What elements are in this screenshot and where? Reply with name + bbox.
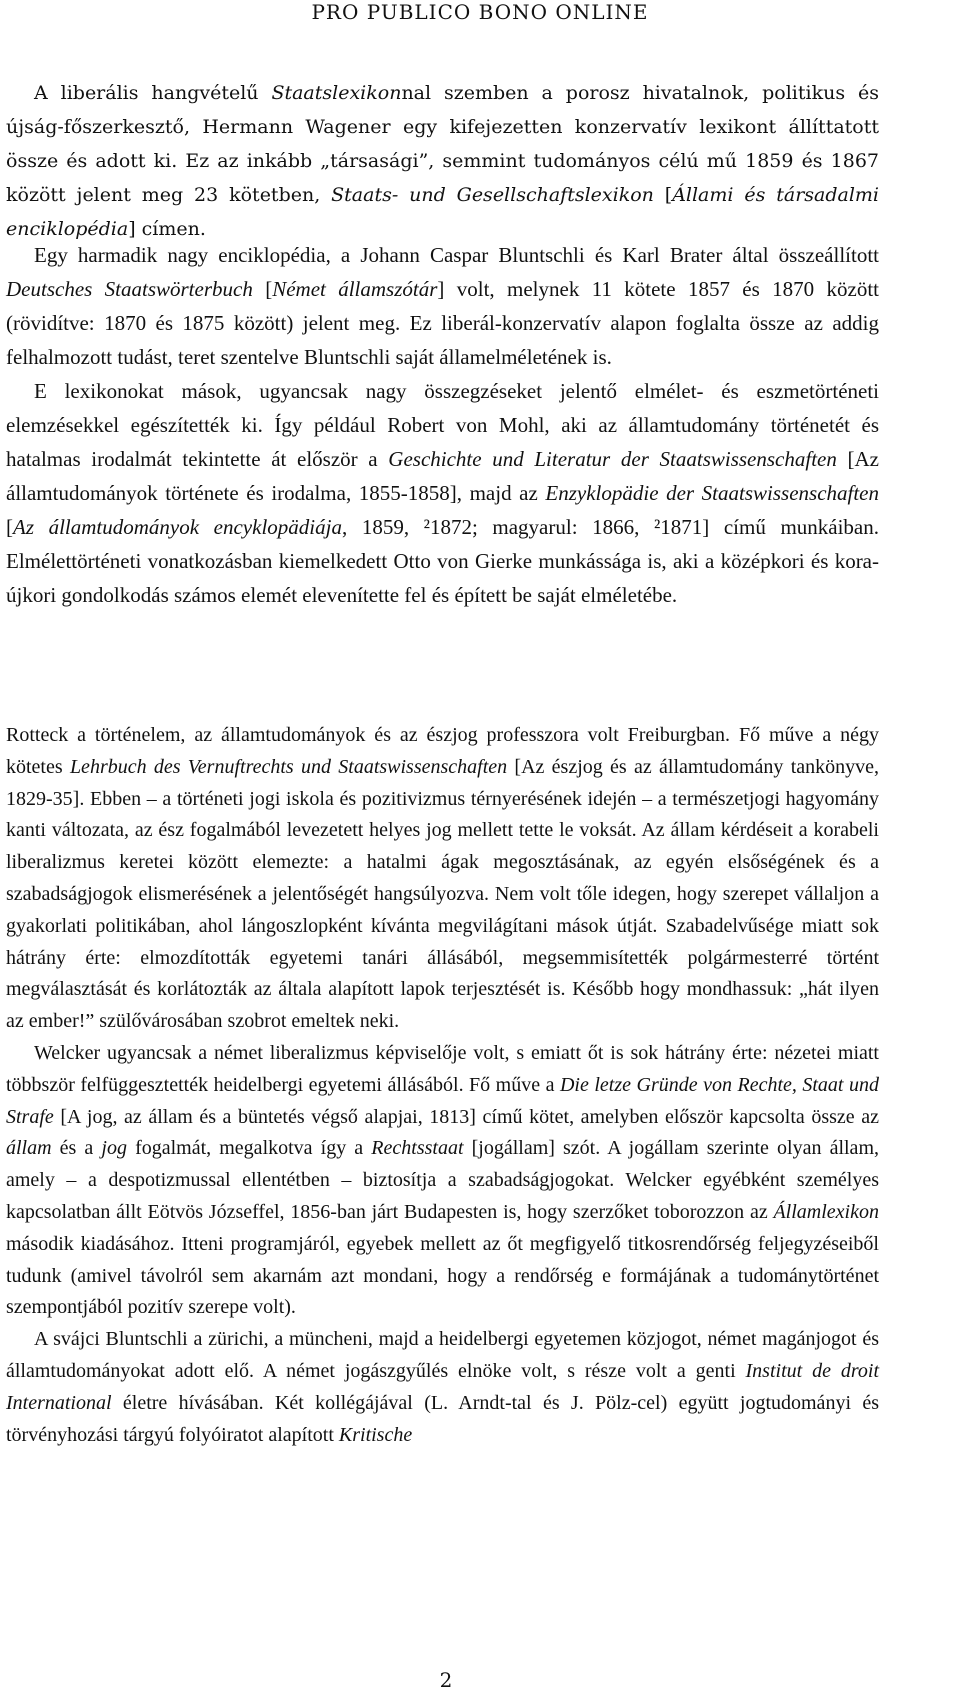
italic-title: Institut de droit International (6, 1359, 879, 1414)
paragraph: Egy harmadik nagy enciklopédia, a Johann Caspar Bluntschli és Karl Brater által összeállított Deutsches Staatswörterbuch [Német államszótár] volt, melynek 11 kötete 1857 és 1870 között (rövidítve: 1870 és 1875 között) jelent meg. Ez liberál-konzervatív alapon foglalta össze az addig felhalmozott tudást, teret szentelve Bluntschli saját államelméletének is. (6, 243, 879, 369)
italic-title: Államlexikon (773, 1200, 879, 1223)
text-block-upper (6, 238, 879, 612)
page-number: 2 (439, 1668, 453, 1692)
paragraph: A svájci Bluntschli a zürichi, a müncheni, majd a heidelbergi egyetemen közjogot, német magánjogot és államtudományokat adott elő. A német jogászgyűlés elnöke volt, s része volt a genti Institut de droit International életre hívásában. Két kollégájával (L. Arndt-tal és J. Pölz-cel) együtt jogtudományi és törvényhozási tárgyú folyóiratot alapított Kritische (6, 1328, 879, 1446)
italic-title: Német államszótár (272, 277, 438, 301)
italic-title: Enzyklopädie der Staatswissenschaften (545, 481, 879, 505)
page-header: PRO PUBLICO BONO ONLINE (311, 0, 649, 24)
italic-title: jog (101, 1137, 127, 1160)
paragraph: Welcker ugyancsak a német liberalizmus képviselője volt, s emiatt őt is sok hátrány érte: nézetei miatt többször felfüggesztették heidelbergi egyetemi állásából. Fő műve a Die letze Gründe von Rechte, Staat und Strafe [A jog, az állam és a büntetés végső alapjai, 1813] című kötet, amelyben először kapcsolta össze az állam és a jog fogalmát, megalkotva így a Rechtsstaat [jogállam] szót. A jogállam szerinte olyan állam, amely – a despotizmussal ellentétben – biztosítja a szabadságjogokat. Welcker egyébként személyes kapcsolatban állt Eötvös Józseffel, 1856-ban járt Budapesten is, hogy szerzőket toborozzon az Államlexikon második kiadásához. Itteni programjáról, egyebek mellett az őt megfigyelő titkosrendőrség feljegyzéseiből tudunk (amivel távolról sem akarnám azt mondani, hogy a rendőrség e formájának a tudománytörténet szempontjából pozitív szerepe volt). (6, 1041, 879, 1319)
text-block-lower (6, 720, 879, 1451)
paragraph: Rotteck a történelem, az államtudományok és az észjog professzora volt Freiburgban. Fő műve a négy kötetes Lehrbuch des Vernuftrechts und Staatswissenschaften [Az észjog és az államtudomány tankönyve, 1829-35]. Ebben – a történeti jogi iskola és pozitivizmus térnyerésének idején – a természetjogi hagyomány kanti változata, az ész fogalmából levezetett helyes jog mellett tette le voksát. Az állam kérdéseit a korabeli liberalizmus keretei között elemezte: a hatalmi ágak megosztásának, az egyén elsőségének és a szabadságjogok elismerésének a jelentőségét hangsúlyozva. Nem volt tőle idegen, hogy szerepet vállaljon a gyakorlati politikában, ahol lángoszlopként kívánta megvilágítani mások útját. Szabadelvűsége miatt sok hátrány érte: elmozdították egyetemi tanári állásából, megsemmisítették polgármesterré történt megválasztását és korlátozták az általa alapított lapok terjesztését is. Később hogy mondhassuk: „hát ilyen az ember!” szülővárosában szobrot emeltek neki. (6, 724, 880, 1033)
italic-title: Rechtsstaat (371, 1137, 464, 1160)
text-block-serif (6, 76, 879, 246)
italic-title: Staats- und Gesellschaftslexikon (331, 184, 654, 206)
paragraph: A liberális hangvételű Staatslexikonnal szemben a porosz hivatalnok, politikus és újság-főszerkesztő, Hermann Wagener egy kifejezetten konzervatív lexikont állíttatott össze és adott ki. Ez az inkább „társasági”, semmint tudományos célú mű 1859 és 1867 között jelent meg 23 kötetben, Staats- und Gesellschaftslexikon [Állami és társadalmi enciklopédia] címen. (6, 82, 880, 240)
italic-title: Az államtudományok encyklopädiája (13, 515, 342, 539)
italic-title: Kritische (338, 1423, 413, 1446)
italic-title: Lehrbuch des Vernuftrechts und Staatswissenschaften (69, 755, 508, 778)
italic-title: Deutsches Staatswörterbuch (6, 277, 253, 301)
italic-title: állam (6, 1137, 52, 1160)
italic-title: Geschichte und Literatur der Staatswissenschaften (388, 447, 837, 471)
italic-title: Állami és társadalmi enciklopédia (6, 184, 880, 240)
italic-title: Staatslexikon (271, 82, 402, 104)
italic-title: Die letze Gründe von Rechte, Staat und Strafe (6, 1073, 879, 1128)
paragraph: E lexikonokat mások, ugyancsak nagy összegzéseket jelentő elmélet- és eszmetörténeti elemzésekkel egészítették ki. Így például Robert von Mohl, aki az államtudomány történetét és hatalmas irodalmát tekintette át először a Geschichte und Literatur der Staatswissenschaften [Az államtudományok története és irodalma, 1855-1858], majd az Enzyklopädie der Staatswissenschaften [Az államtudományok encyklopädiája, 1859, ²1872; magyarul: 1866, ²1871] című munkáiban. Elmélettörténeti vonatkozásban kiemelkedett Otto von Gierke munkássága is, aki a középkori és kora-újkori gondolkodás számos elemét elevenítette fel és épített be saját elméletébe. (6, 379, 880, 607)
